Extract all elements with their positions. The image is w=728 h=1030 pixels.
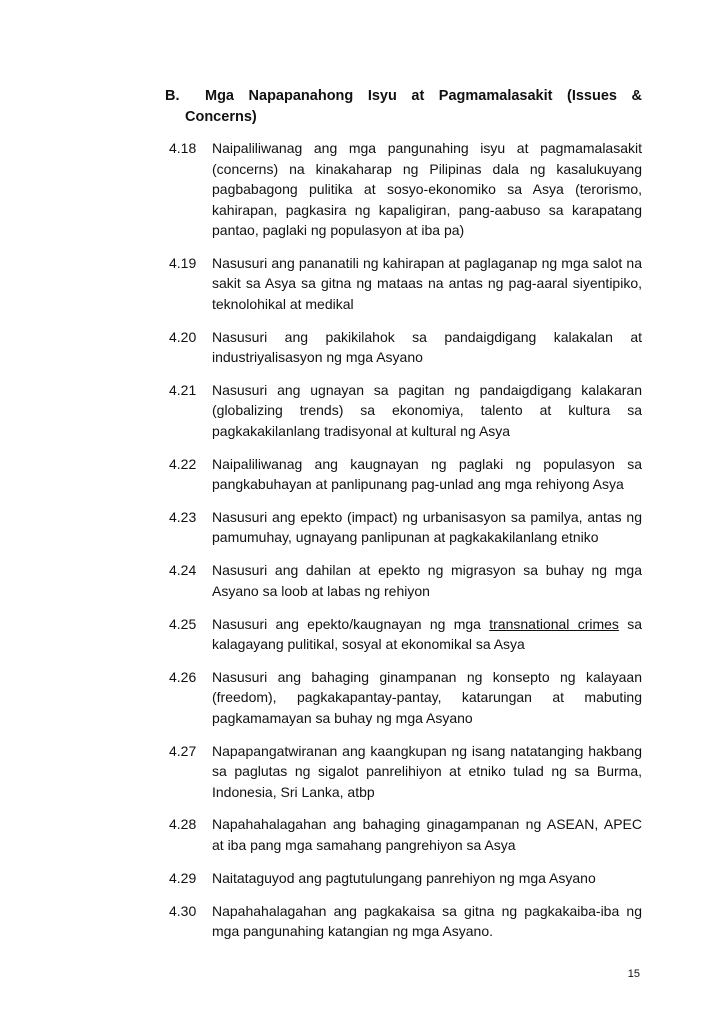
item-number: 4.29 [169, 869, 197, 886]
item-number: 4.22 [169, 455, 197, 472]
item-text [212, 614, 642, 655]
list-item [165, 454, 642, 495]
item-number: 4.26 [169, 668, 197, 685]
item-text: Nasusuri ang pananatili ng kahirapan at paglaganap ng mga salot na sakit sa Asya sa gitna ng mataas na antas ng pag-aaral siyentipiko, teknolohikal at medikal [212, 254, 642, 312]
item-text: Napapangatwiranan ang kaangkupan ng isang natatanging hakbang sa paglutas ng sigalot panrelihiyon at etniko tulad ng sa Burma, Indonesia, Sri Lanka, atbp [212, 742, 642, 800]
item-number: 4.20 [169, 328, 197, 345]
item-number: 4.18 [169, 140, 197, 156]
list-item [165, 901, 642, 942]
list-item [165, 507, 642, 548]
underlined-term: transnational crimes [489, 615, 619, 632]
list-item [165, 380, 642, 442]
section-letter: B. [165, 88, 180, 104]
list-item [165, 614, 642, 655]
item-text: Nasusuri ang epekto (impact) ng urbanisasyon sa pamilya, antas ng pamumuhay, ugnayang panlipunan at pagkakakilanlang etniko [212, 508, 642, 546]
item-text: Naipaliliwanag ang mga pangunahing isyu at pagmamalasakit (concerns) na kinakaharap ng Pilipinas dala ng kasalukuyang pagbabagong pulitika at sosyo-ekonomiko sa Asya (terorismo, kahirapan, pagkasira ng kapaligiran, pang-aabuso sa karapatang pantao, paglaki ng populasyon at iba pa) [212, 140, 642, 238]
list-item [165, 667, 642, 729]
item-number: 4.25 [169, 615, 197, 632]
item-text: Napahahalagahan ang pagkakaisa sa gitna ng pagkakaiba-iba ng mga pangunahing katangian ng mga Asyano. [212, 902, 642, 940]
section-heading [165, 86, 642, 128]
item-text: Naitataguyod ang pagtutulungang panrehiyon ng mga Asyano [212, 869, 596, 886]
section-title-line1: Mga Napapanahong Isyu at Pagmamalasakit (Issues & [205, 88, 642, 104]
section-title-line2: Concerns) [185, 109, 257, 125]
item-text: Nasusuri ang pakikilahok sa pandaigdigang kalakalan at industriyalisasyon ng mga Asyano [212, 328, 642, 366]
list-item [165, 814, 642, 855]
item-text: Nasusuri ang ugnayan sa pagitan ng pandaigdigang kalakaran (globalizing trends) sa ekonomiya, talento at kultura sa pagkakakilanlang tradisyonal at kultural ng Asya [212, 381, 642, 439]
list-item [165, 868, 642, 889]
section-heading-row [165, 86, 642, 107]
item-number: 4.30 [169, 902, 197, 919]
list-item [165, 741, 642, 803]
item-text: Napahahalagahan ang bahaging ginagampanan ng ASEAN, APEC at iba pang mga samahang pangrehiyon sa Asya [212, 816, 642, 853]
item-number: 4.23 [169, 508, 197, 525]
item-number: 4.24 [169, 562, 197, 579]
item-number: 4.28 [169, 816, 197, 833]
list-item [165, 327, 642, 368]
item-text: Naipaliliwanag ang kaugnayan ng paglaki ng populasyon sa pangkabuhayan at panlipunang pag-unlad ang mga rehiyong Asya [212, 455, 642, 493]
list-item [165, 138, 642, 241]
item-text: Nasusuri ang dahilan at epekto ng migrasyon sa buhay ng mga Asyano sa loob at labas ng rehiyon [212, 562, 642, 599]
competency-list [165, 138, 642, 954]
item-number: 4.27 [169, 742, 197, 759]
item-text-after: sa kalagayang pulitikal, sosyal at ekonomikal sa Asya [212, 615, 642, 653]
list-item [165, 253, 642, 315]
item-text-before: Nasusuri ang epekto/kaugnayan ng mga [212, 615, 490, 632]
item-number: 4.19 [169, 254, 197, 271]
item-text: Nasusuri ang bahaging ginampanan ng konsepto ng kalayaan (freedom), pagkakapantay-pantay, katarungan at mabuting pagkamamayan sa buhay ng mga Asyano [212, 668, 642, 726]
page-number: 15 [627, 968, 640, 980]
list-item [165, 560, 642, 601]
item-number: 4.21 [169, 381, 197, 398]
